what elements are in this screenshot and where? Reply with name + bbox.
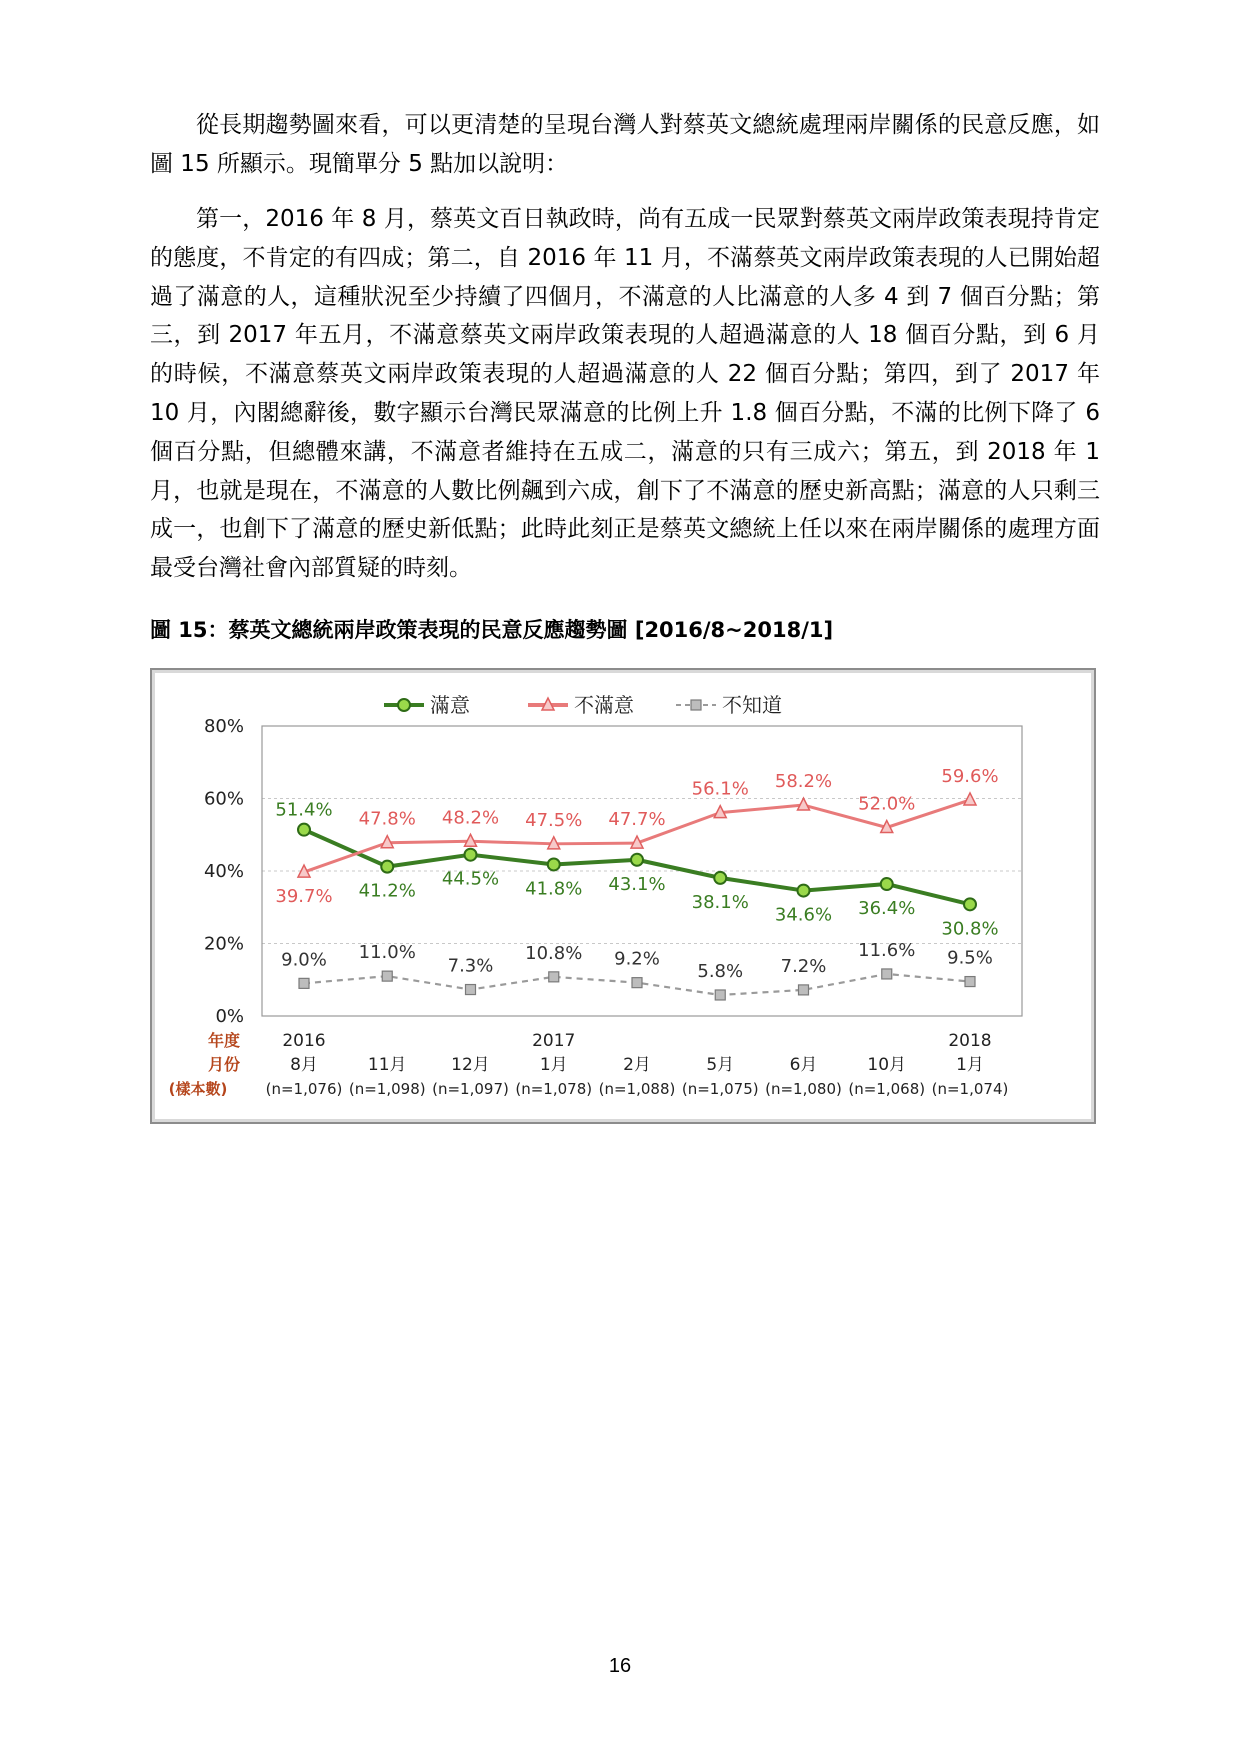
data-point-不知道 xyxy=(549,972,559,982)
data-label-滿意: 36.4% xyxy=(858,898,916,920)
data-point-不知道 xyxy=(799,985,809,995)
legend-label-滿意: 滿意 xyxy=(430,693,470,717)
x-tick-sample: (n=1,078) xyxy=(515,1080,593,1098)
y-tick-label: 60% xyxy=(203,788,244,810)
legend-marker xyxy=(691,700,701,710)
data-label-不滿意: 39.7% xyxy=(275,886,333,908)
data-label-不滿意: 56.1% xyxy=(691,778,749,800)
paragraph-1: 從長期趨勢圖來看，可以更清楚的呈現台灣人對蔡英文總統處理兩岸關係的民意反應，如圖 15 所顯示。現簡單分 5 點加以說明： xyxy=(150,112,1100,177)
data-label-不知道: 9.0% xyxy=(281,949,327,971)
data-label-不知道: 7.3% xyxy=(447,955,494,977)
data-label-滿意: 41.8% xyxy=(525,878,583,900)
data-point-滿意 xyxy=(798,885,810,897)
x-tick-sample: (n=1,075) xyxy=(681,1080,759,1098)
y-tick-label: 0% xyxy=(215,1006,244,1027)
data-point-滿意 xyxy=(881,878,893,890)
data-point-不知道 xyxy=(632,978,642,988)
data-point-不知道 xyxy=(715,990,725,1000)
x-tick-year: 2016 xyxy=(282,1031,326,1051)
data-label-不知道: 11.0% xyxy=(358,942,416,964)
row-label-month: 月份 xyxy=(207,1055,241,1074)
figure-title: 圖 15：蔡英文總統兩岸政策表現的民意反應趨勢圖 [2016/8~2018/1] xyxy=(150,618,834,642)
chart-svg xyxy=(152,670,1094,1122)
data-point-不知道 xyxy=(882,969,892,979)
x-tick-sample: (n=1,088) xyxy=(598,1080,676,1098)
data-label-不滿意: 48.2% xyxy=(441,807,500,829)
data-point-滿意 xyxy=(548,858,560,870)
x-tick-month: 5月 xyxy=(706,1055,735,1075)
data-point-不知道 xyxy=(965,977,975,987)
row-label-year: 年度 xyxy=(207,1031,241,1050)
data-point-滿意 xyxy=(714,872,726,884)
data-label-不知道: 5.8% xyxy=(697,960,744,982)
x-tick-month: 6月 xyxy=(789,1055,818,1075)
data-label-不滿意: 47.5% xyxy=(525,809,583,831)
trend-chart xyxy=(150,668,1096,1124)
data-label-不知道: 9.2% xyxy=(614,948,660,970)
x-tick-sample: (n=1,097) xyxy=(432,1080,509,1098)
data-point-不知道 xyxy=(382,971,392,981)
x-tick-year: 2018 xyxy=(948,1031,992,1051)
x-tick-sample: (n=1,080) xyxy=(765,1080,842,1098)
data-label-滿意: 30.8% xyxy=(941,918,999,940)
data-label-不滿意: 47.7% xyxy=(608,809,666,831)
page-number: 16 xyxy=(608,1655,632,1677)
data-point-不知道 xyxy=(299,978,309,988)
data-label-不滿意: 59.6% xyxy=(941,765,999,787)
y-tick-label: 80% xyxy=(203,716,244,737)
data-point-滿意 xyxy=(465,849,477,861)
x-tick-month: 1月 xyxy=(956,1055,984,1075)
legend-marker xyxy=(398,699,410,711)
data-point-滿意 xyxy=(964,898,976,910)
data-label-不知道: 10.8% xyxy=(525,942,583,964)
data-point-滿意 xyxy=(381,861,393,873)
x-tick-month: 2月 xyxy=(623,1055,651,1075)
data-label-不滿意: 52.0% xyxy=(858,793,916,815)
data-label-不滿意: 47.8% xyxy=(358,808,416,830)
x-tick-sample: (n=1,098) xyxy=(348,1080,426,1098)
x-tick-month: 12月 xyxy=(451,1055,490,1075)
data-point-滿意 xyxy=(631,854,643,866)
legend-label-不知道: 不知道 xyxy=(722,693,782,717)
data-label-滿意: 34.6% xyxy=(774,904,833,926)
data-label-滿意: 44.5% xyxy=(441,868,500,890)
data-point-滿意 xyxy=(298,824,310,836)
x-tick-sample: (n=1,076) xyxy=(265,1080,343,1098)
row-label-sample: (樣本數) xyxy=(168,1080,228,1098)
paragraph-2: 第一，2016 年 8 月，蔡英文百日執政時，尚有五成一民眾對蔡英文兩岸政策表現持肯定的態度，不肯定的有四成；第二，自 2016 年 11 月，不滿蔡英文兩岸政策表現的人已開始超過了滿意的人，這種狀況至少持續了四個月，不滿意的人比滿意的人多 4 到 7 個百分點；第三，到 2017 年五月，不滿意蔡英文兩岸政策表現的人超過滿意的人 18 個百分點，到 6 月的時候，不滿意蔡英文兩岸政策表現的人超過滿意的人 22 個百分點；第四，到了 2017 年 10 月，內閣總辭後，數字顯示台灣民眾滿意的比例上升 1.8 個百分點，不滿的比例下降了 6 個百分點，但總體來講，不滿意者維持在五成二，滿意的只有三成六；第五，到 2018 年 1 月，也就是現在，不滿意的人數比例飆到六成，創下了不滿意的歷史新高點；滿意的人只剩三成一，也創下了滿意的歷史新低點；此時此刻正是蔡英文總統上任以來在兩岸關係的處理方面最受台灣社會內部質疑的時刻。 xyxy=(150,206,1100,582)
y-tick-label: 40% xyxy=(203,861,244,882)
x-tick-month: 11月 xyxy=(367,1055,407,1075)
x-tick-sample: (n=1,068) xyxy=(848,1080,926,1098)
data-label-不滿意: 58.2% xyxy=(774,771,833,793)
data-label-滿意: 51.4% xyxy=(275,799,333,821)
x-tick-sample: (n=1,074) xyxy=(931,1080,1009,1098)
x-tick-month: 10月 xyxy=(867,1055,907,1075)
x-tick-year: 2017 xyxy=(532,1031,576,1051)
data-label-滿意: 43.1% xyxy=(608,873,666,895)
x-tick-month: 1月 xyxy=(539,1055,568,1075)
data-point-不知道 xyxy=(466,985,476,995)
data-label-不知道: 11.6% xyxy=(858,939,916,961)
legend-label-不滿意: 不滿意 xyxy=(574,693,634,717)
y-tick-label: 20% xyxy=(203,933,244,955)
data-label-不知道: 7.2% xyxy=(780,955,827,977)
data-label-滿意: 38.1% xyxy=(691,891,749,913)
x-tick-month: 8月 xyxy=(290,1055,318,1075)
data-label-滿意: 41.2% xyxy=(358,880,416,902)
data-label-不知道: 9.5% xyxy=(947,947,993,969)
